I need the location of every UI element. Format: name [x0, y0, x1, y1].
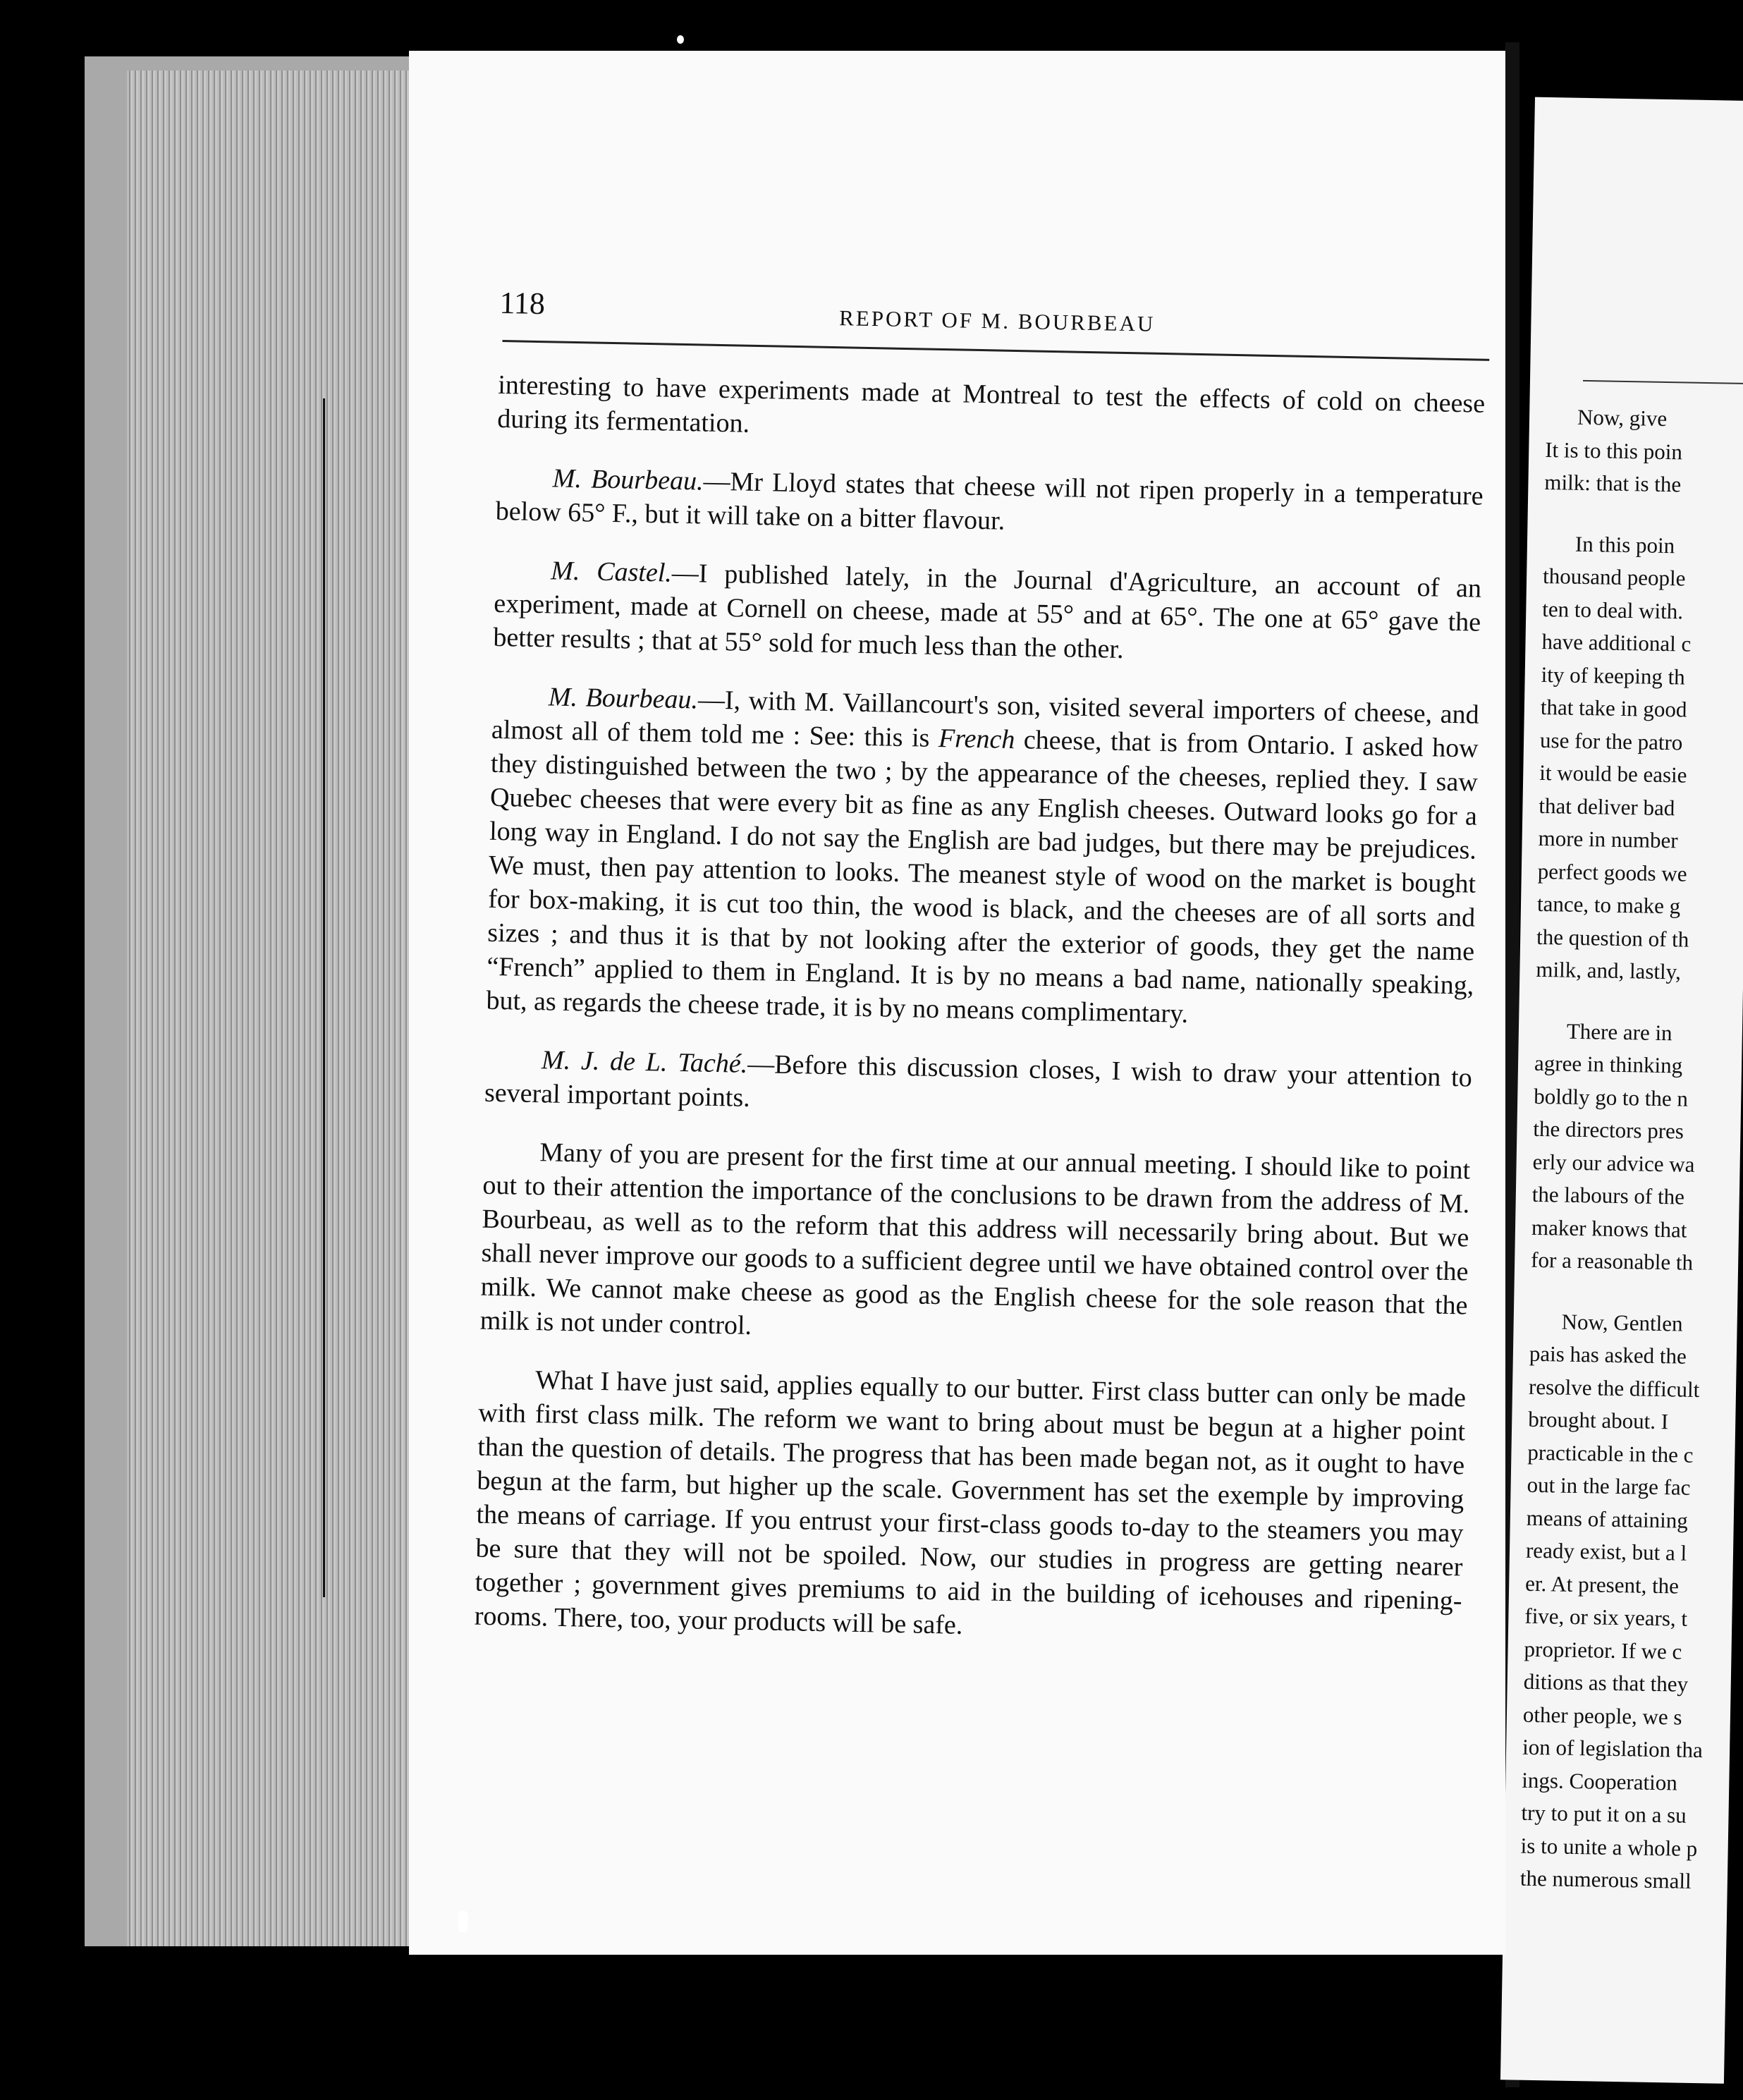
right-page-line: In this poin [1574, 531, 1675, 558]
paragraph-text: —Mr Lloyd states that cheese will not ripen properly in a temperature below 65° F., but it will take on a bitter flavour. [495, 466, 1484, 536]
paragraph-text: Many of you are present for the first time at our annual meeting. I should like to point out to their attention the importance of the conclusions to be drawn from the address of M. Bourbeau, as well as to the reform that this address will necessarily bring about. But we shall never improve our goods to a sufficient degree until we have obtained control over the milk. We cannot make cheese as good as the English cheese for the sole reason that the milk is not under control. [479, 1137, 1471, 1341]
right-page-line: There are in [1566, 1018, 1672, 1045]
speaker-name: M. Bourbeau. [552, 463, 704, 496]
paragraph [484, 1042, 1473, 1129]
right-page-line: the question of th [1536, 924, 1689, 952]
right-page-line: tance, to make g [1536, 891, 1681, 919]
right-page-line: have additional c [1541, 628, 1692, 657]
right-page-line: use for the patro [1539, 727, 1683, 755]
body-text [474, 368, 1486, 1677]
right-page-line: that take in good [1540, 694, 1687, 722]
right-page-line: more in number [1538, 825, 1678, 853]
right-page-line: ready exist, but a l [1525, 1537, 1687, 1565]
right-page-line: er. At present, the [1524, 1570, 1680, 1599]
paragraph [493, 553, 1482, 673]
right-page-line: It is to this poin [1544, 437, 1683, 464]
right-page-line: the labours of the [1531, 1181, 1685, 1209]
running-head: REPORT OF M. BOURBEAU [838, 305, 1156, 336]
right-page-line: ditions as that they [1523, 1668, 1689, 1697]
right-page-line: out in the large fac [1527, 1472, 1691, 1500]
right-page-line: ion of legislation tha [1522, 1734, 1704, 1763]
right-page-line: Now, Gentlen [1561, 1309, 1683, 1336]
right-page-line: ings. Cooperation [1522, 1767, 1678, 1795]
paragraph [486, 679, 1479, 1037]
emphasis-text: French [938, 723, 1015, 755]
right-page-line: erly our advice wa [1532, 1149, 1695, 1177]
right-page-line: ten to deal with. [1542, 596, 1684, 623]
scan-speck [458, 1911, 468, 1932]
right-page-line: boldly go to the n [1533, 1083, 1689, 1111]
paragraph-text: What I have just said, applies equally to our butter. First class butter can only be made with first class milk. The reform we want to bring about must be begun at a higher point than the question of details. The progress that has been made began not, as it ought to have begun at the farm, but higher up the scale. Government has set the exemple by improving the means of carriage. If you entrust your first-class goods to-day to the steamers you may be sure that they will not be spoiled. Now, our studies in progress are getting nearer together ; government gives premiums to aid in the building of icehouses and ripening-rooms. There, too, your products will be safe. [474, 1365, 1467, 1640]
paragraph-text: cheese, that is from Ontario. I asked how they distinguished between the two ; by the appearance of the cheeses, replied they. I saw Quebec cheeses that were every bit as fine as any English cheeses. Outward looks go for a long way in England. I do not say the English are bad judges, but there may be prejudices. We must, then pay attention to looks. The meanest style of wood on the market is bought for box-making, it is cut too thin, the wood is black, and the cheeses are of all sorts and sizes ; and thus it is that by not looking after the exterior of goods, they get the name “French” applied to them in England. It is by no means a bad name, nationally speaking, but, as regards the cheese trade, it is by no means complimentary. [486, 725, 1479, 1029]
right-page-line: pais has asked the [1529, 1341, 1687, 1369]
right-page-line: milk, and, lastly, [1536, 956, 1682, 984]
right-page-line: is to unite a whole p [1520, 1833, 1698, 1861]
paragraph [479, 1135, 1470, 1357]
speaker-name: M. Castel. [550, 556, 673, 588]
right-page-line: means of attaining [1526, 1505, 1689, 1533]
right-page-line: that deliver bad [1539, 793, 1675, 820]
paragraph-text: —I published lately, in the Journal d'Agriculture, an account of an experiment, made at Cornell on cheese, made at 55° and at 65°. The one at 65° gave the better results ; that at 55° sold for much less than the other. [493, 558, 1482, 664]
right-page-line: other people, we s [1522, 1702, 1682, 1730]
right-page-line: resolve the difficult [1528, 1374, 1700, 1402]
right-page-line: perfect goods we [1537, 858, 1687, 886]
right-page-line: Now, give [1577, 404, 1668, 431]
right-page-line: brought about. I [1527, 1406, 1669, 1434]
right-page-line: for a reasonable th [1530, 1247, 1694, 1275]
right-page-line: proprietor. If we c [1524, 1636, 1682, 1664]
right-page-line: thousand people [1542, 563, 1686, 591]
page-number: 118 [499, 285, 546, 322]
right-page-line: milk: that is the [1544, 469, 1682, 497]
paragraph [474, 1362, 1466, 1652]
right-page-line: agree in thinking [1534, 1050, 1683, 1078]
right-page-line: ity of keeping th [1541, 661, 1686, 689]
header-rule [502, 340, 1489, 361]
right-page-line: the directors pres [1533, 1116, 1684, 1144]
right-page-line: try to put it on a su [1521, 1800, 1687, 1828]
right-page-line: five, or six years, t [1524, 1603, 1688, 1631]
right-page-line: the numerous small [1519, 1865, 1692, 1893]
paragraph [497, 368, 1486, 455]
right-page-line: maker knows that [1531, 1214, 1687, 1243]
paragraph [495, 460, 1484, 547]
paragraph-text: interesting to have experiments made at Montreal to test the effects of cold on cheese during its fermentation. [496, 370, 1486, 439]
right-page-line: it would be easie [1539, 759, 1687, 788]
speaker-name: M. J. de L. Taché. [541, 1045, 748, 1079]
speaker-name: M. Bourbeau. [548, 682, 699, 715]
paragraph-text: —Before this discussion closes, I wish to draw your attention to several important points. [484, 1049, 1473, 1113]
scan-speck [677, 35, 684, 44]
paragraph-text: —I, with M. Vaillancourt's son, visited several importers of cheese, and almost all of them told me : See: this is [491, 685, 1479, 753]
right-page-line: practicable in the c [1527, 1439, 1694, 1467]
